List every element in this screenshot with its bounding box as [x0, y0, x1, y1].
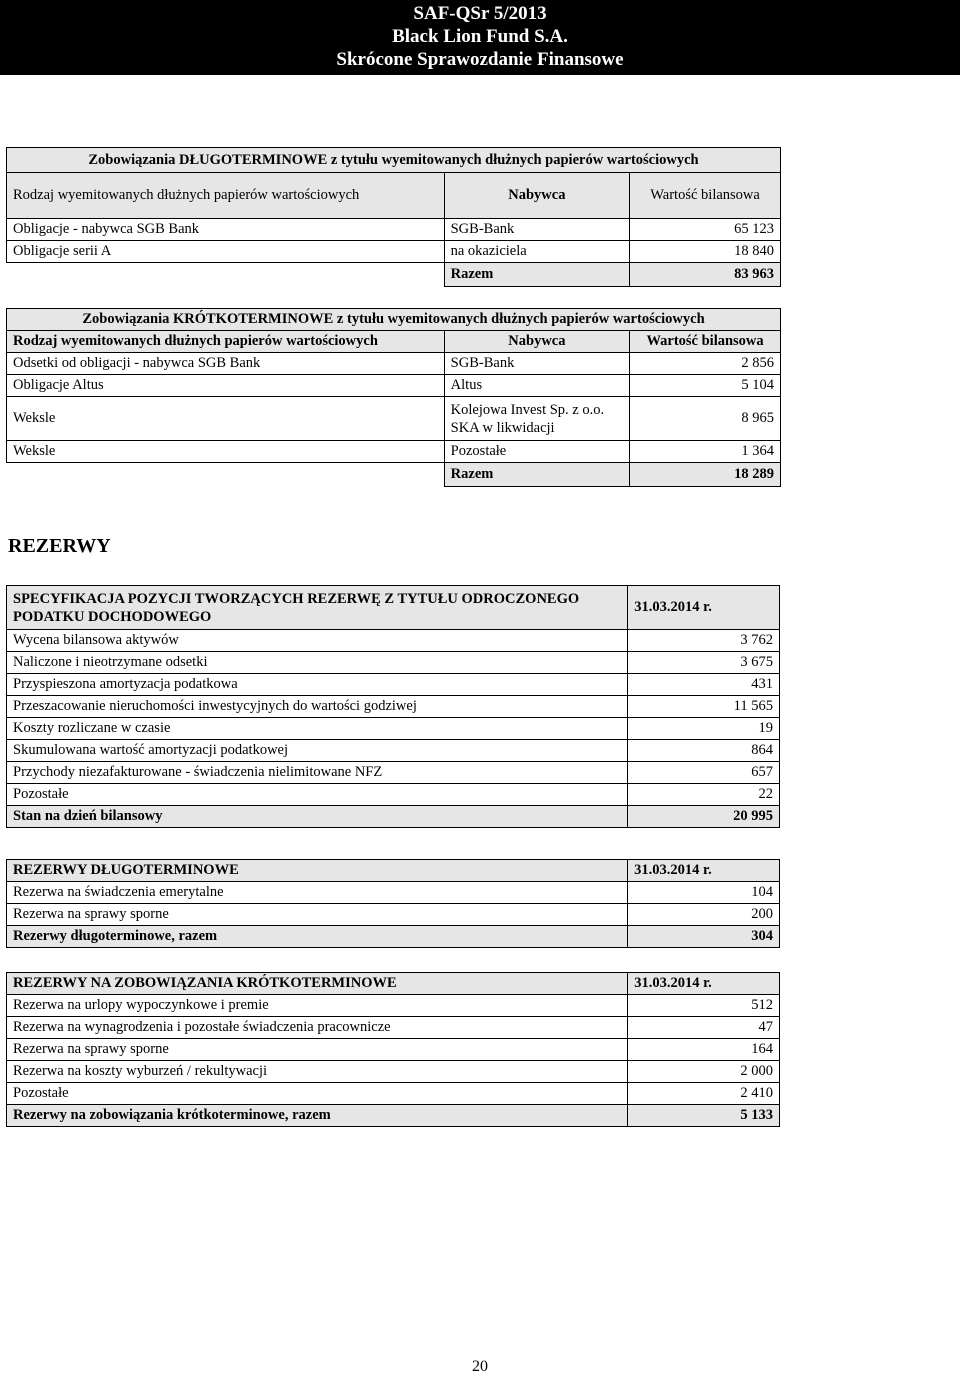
page-header [0, 0, 960, 75]
row-label: Rezerwa na świadczenia emerytalne [7, 882, 628, 904]
table-row [7, 1061, 780, 1083]
total-value: 83 963 [630, 263, 781, 287]
total-label: Stan na dzień bilansowy [7, 806, 628, 828]
total-label: Razem [444, 463, 629, 487]
row-label: Rezerwa na sprawy sporne [7, 1039, 628, 1061]
table-row [7, 441, 781, 463]
cell-type: Weksle [7, 397, 445, 441]
table-row [7, 674, 780, 696]
table-row [7, 219, 781, 241]
row-label: Pozostałe [7, 1083, 628, 1105]
table-title: Zobowiązania KRÓTKOTERMINOWE z tytułu wyemitowanych dłużnych papierów wartościowych [7, 309, 781, 331]
row-value: 864 [628, 740, 780, 762]
table-row [7, 1017, 780, 1039]
short-term-liabilities-table [6, 308, 781, 487]
column-header: Rodzaj wyemitowanych dłużnych papierów wartościowych [7, 173, 445, 219]
report-title: Skrócone Sprawozdanie Finansowe [336, 49, 624, 70]
table-row [7, 882, 780, 904]
row-value: 22 [628, 784, 780, 806]
total-label: Rezerwy długoterminowe, razem [7, 926, 628, 948]
total-label: Rezerwy na zobowiązania krótkoterminowe, razem [7, 1105, 628, 1127]
cell-value: 18 840 [630, 241, 781, 263]
total-value: 18 289 [630, 463, 781, 487]
cell-value: 2 856 [630, 353, 781, 375]
date-header: 31.03.2014 r. [628, 973, 780, 995]
long-term-reserves-table [6, 859, 780, 948]
table-row [7, 762, 780, 784]
cell-type: Obligacje - nabywca SGB Bank [7, 219, 445, 241]
column-header: Nabywca [444, 331, 629, 353]
cell-type: Obligacje Altus [7, 375, 445, 397]
row-value: 2 000 [628, 1061, 780, 1083]
long-term-liabilities-table [6, 147, 781, 287]
row-label: Rezerwa na urlopy wypoczynkowe i premie [7, 995, 628, 1017]
cell-type: Obligacje serii A [7, 241, 445, 263]
table-row [7, 353, 781, 375]
table-row [7, 718, 780, 740]
row-value: 2 410 [628, 1083, 780, 1105]
cell-buyer: Pozostałe [444, 441, 629, 463]
cell-value: 65 123 [630, 219, 781, 241]
row-label: Wycena bilansowa aktywów [7, 630, 628, 652]
table-row [7, 784, 780, 806]
cell-type: Weksle [7, 441, 445, 463]
table-row [7, 652, 780, 674]
row-label: Pozostałe [7, 784, 628, 806]
table-row [7, 375, 781, 397]
table-header: REZERWY DŁUGOTERMINOWE [7, 860, 628, 882]
short-term-reserves-table [6, 972, 780, 1127]
column-header: Rodzaj wyemitowanych dłużnych papierów wartościowych [7, 331, 445, 353]
cell-value: 8 965 [630, 397, 781, 441]
table-row [7, 696, 780, 718]
table-row [7, 630, 780, 652]
column-header: Wartość bilansowa [630, 331, 781, 353]
cell-buyer: Kolejowa Invest Sp. z o.o. SKA w likwidacji [444, 397, 629, 441]
total-row [7, 926, 780, 948]
cell-buyer: na okaziciela [444, 241, 630, 263]
table-header: REZERWY NA ZOBOWIĄZANIA KRÓTKOTERMINOWE [7, 973, 628, 995]
deferred-tax-reserve-table [6, 585, 780, 828]
report-code: SAF-QSr 5/2013 [413, 3, 547, 24]
total-row [7, 1105, 780, 1127]
cell-buyer: Altus [444, 375, 629, 397]
cell-value: 5 104 [630, 375, 781, 397]
total-row [7, 263, 781, 287]
company-name: Black Lion Fund S.A. [392, 26, 568, 47]
date-header: 31.03.2014 r. [628, 860, 780, 882]
table-row [7, 1083, 780, 1105]
table-row [7, 241, 781, 263]
row-value: 11 565 [628, 696, 780, 718]
table-row [7, 397, 781, 441]
row-label: Rezerwa na koszty wyburzeń / rekultywacji [7, 1061, 628, 1083]
cell-type: Odsetki od obligacji - nabywca SGB Bank [7, 353, 445, 375]
row-label: Przyspieszona amortyzacja podatkowa [7, 674, 628, 696]
total-row [7, 463, 781, 487]
table-header: SPECYFIKACJA POZYCJI TWORZĄCYCH REZERWĘ Z TYTUŁU ODROCZONEGO PODATKU DOCHODOWEGO [7, 586, 628, 630]
row-label: Przychody niezafakturowane - świadczenia nielimitowane NFZ [7, 762, 628, 784]
table-title: Zobowiązania DŁUGOTERMINOWE z tytułu wyemitowanych dłużnych papierów wartościowych [7, 148, 781, 173]
row-label: Rezerwa na sprawy sporne [7, 904, 628, 926]
cell-value: 1 364 [630, 441, 781, 463]
table-row [7, 740, 780, 762]
row-label: Naliczone i nieotrzymane odsetki [7, 652, 628, 674]
row-value: 3 675 [628, 652, 780, 674]
row-value: 19 [628, 718, 780, 740]
row-label: Przeszacowanie nieruchomości inwestycyjnych do wartości godziwej [7, 696, 628, 718]
total-value: 5 133 [628, 1105, 780, 1127]
date-header: 31.03.2014 r. [628, 586, 780, 630]
column-header: Nabywca [444, 173, 630, 219]
row-value: 657 [628, 762, 780, 784]
row-value: 3 762 [628, 630, 780, 652]
row-value: 431 [628, 674, 780, 696]
section-title: REZERWY [8, 535, 111, 557]
row-label: Rezerwa na wynagrodzenia i pozostałe świadczenia pracownicze [7, 1017, 628, 1039]
row-value: 512 [628, 995, 780, 1017]
page-number: 20 [472, 1358, 488, 1375]
column-header: Wartość bilansowa [630, 173, 781, 219]
total-value: 20 995 [628, 806, 780, 828]
cell-buyer: SGB-Bank [444, 353, 629, 375]
table-row [7, 1039, 780, 1061]
row-label: Koszty rozliczane w czasie [7, 718, 628, 740]
row-value: 164 [628, 1039, 780, 1061]
row-label: Skumulowana wartość amortyzacji podatkowej [7, 740, 628, 762]
row-value: 47 [628, 1017, 780, 1039]
total-value: 304 [628, 926, 780, 948]
cell-buyer: SGB-Bank [444, 219, 630, 241]
total-label: Razem [444, 263, 630, 287]
table-row [7, 904, 780, 926]
row-value: 200 [628, 904, 780, 926]
row-value: 104 [628, 882, 780, 904]
table-row [7, 995, 780, 1017]
total-row [7, 806, 780, 828]
